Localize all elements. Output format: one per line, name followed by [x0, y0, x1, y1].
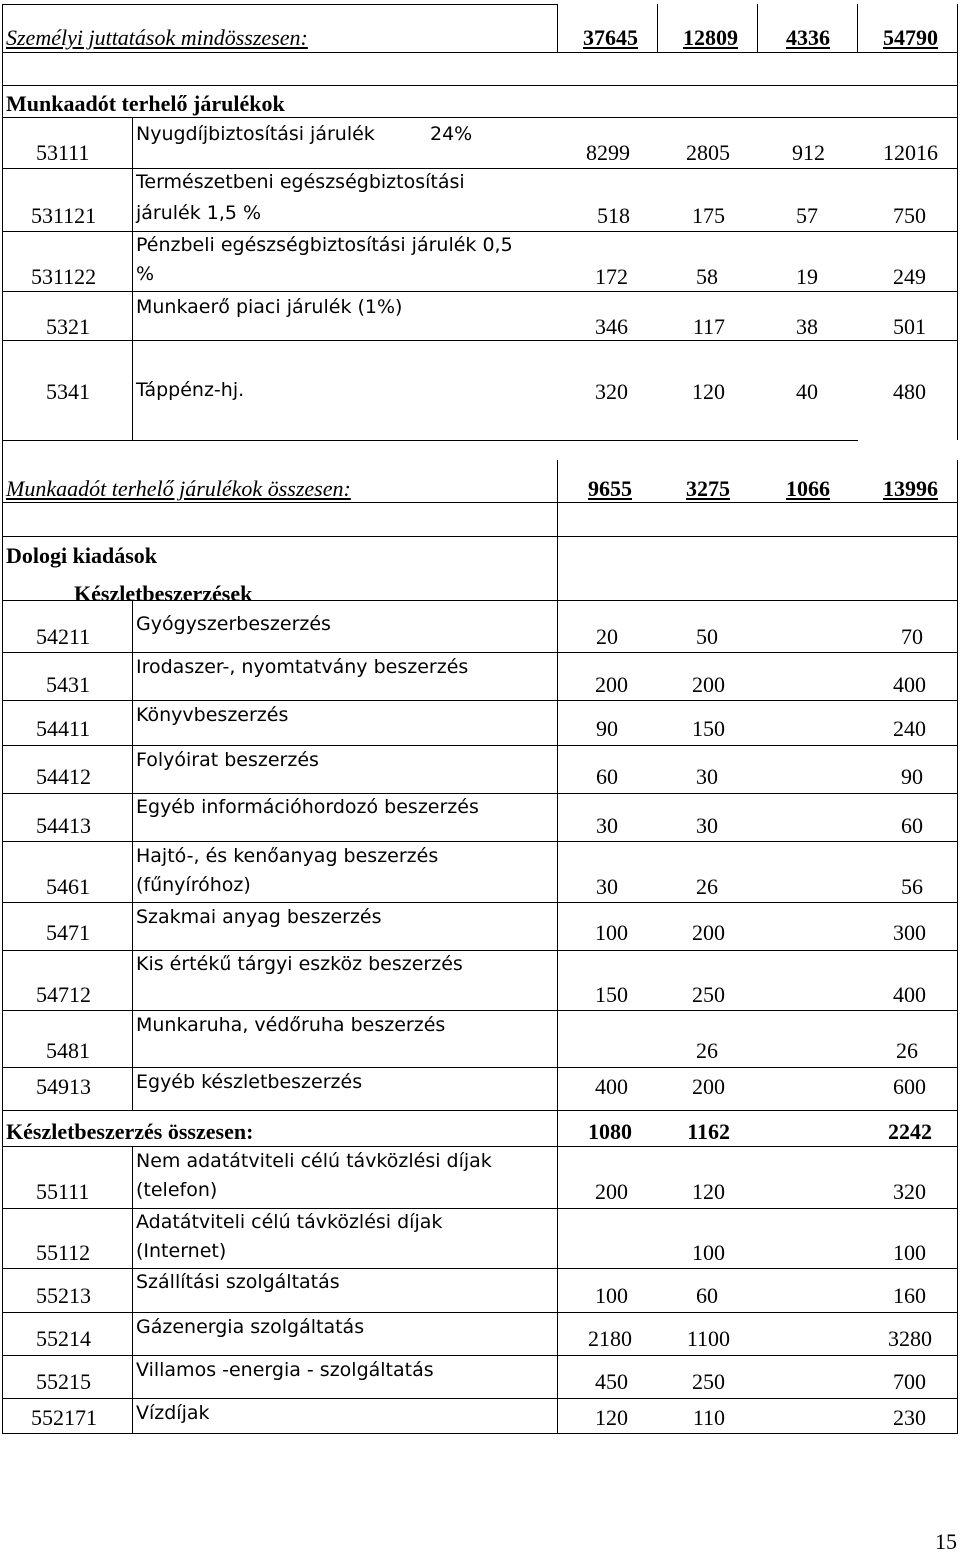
material-total-v4: 2242: [888, 1119, 932, 1144]
description-cell: Természetbeni egészségbiztosítási: [136, 171, 465, 193]
description-cell: Pénzbeli egészségbiztosítási járulék 0,5: [136, 234, 513, 256]
row-line: [2, 117, 958, 118]
col-sep: [757, 4, 758, 52]
value-cell: 90: [596, 716, 618, 741]
value-cell: 110: [692, 1405, 725, 1430]
row-line: [2, 902, 958, 903]
description-cell-line2: (Internet): [136, 1240, 227, 1262]
material-total-v2: 1162: [687, 1119, 730, 1144]
contributions-total-v2: 3275: [686, 476, 730, 501]
row-line: [2, 1433, 958, 1434]
row-line: [2, 1146, 958, 1147]
code-cell: 55214: [36, 1326, 91, 1351]
material-total-label: Készletbeszerzés összesen:: [6, 1119, 254, 1144]
value-cell: 2180: [588, 1326, 632, 1351]
value-cell: 700: [893, 1369, 926, 1394]
value-cell: 400: [893, 982, 926, 1007]
value-cell: 160: [893, 1283, 926, 1308]
contributions-total-v1: 9655: [588, 476, 632, 501]
row-line: [2, 745, 958, 746]
description-cell: Adatátviteli célú távközlési díjak: [136, 1211, 443, 1233]
value-cell: 38: [796, 314, 818, 339]
value-cell: 100: [893, 1240, 926, 1265]
code-cell: 55213: [36, 1283, 91, 1308]
row-line: [2, 793, 958, 794]
description-cell: Gázenergia szolgáltatás: [136, 1316, 365, 1338]
code-cell: 5471: [46, 920, 90, 945]
value-cell: 600: [893, 1074, 926, 1099]
value-cell: 100: [595, 1283, 628, 1308]
row-line: [2, 841, 958, 842]
code-cell: 54413: [36, 813, 91, 838]
row-line: [2, 168, 958, 169]
code-cell: 552171: [31, 1405, 97, 1430]
value-cell: 320: [595, 379, 628, 404]
value-cell: 150: [595, 982, 628, 1007]
value-cell: 60: [901, 813, 923, 838]
value-cell: 100: [595, 920, 628, 945]
code-cell: 55111: [36, 1179, 90, 1204]
value-cell: 400: [595, 1074, 628, 1099]
description-cell: Folyóirat beszerzés: [136, 749, 319, 771]
row-line: [2, 536, 958, 537]
row-line: [2, 502, 958, 503]
value-cell: 250: [692, 982, 725, 1007]
code-cell: 54712: [36, 982, 91, 1007]
value-cell: 60: [696, 1283, 718, 1308]
code-cell: 54411: [36, 716, 91, 741]
code-cell: 531121: [31, 203, 97, 228]
value-cell: 200: [595, 672, 628, 697]
value-cell: 480: [893, 379, 926, 404]
value-cell: 172: [595, 264, 628, 289]
value-cell: 200: [692, 920, 725, 945]
value-cell: 26: [896, 1038, 918, 1063]
value-cell: 100: [692, 1240, 725, 1265]
value-cell: 400: [893, 672, 926, 697]
code-cell: 5431: [46, 672, 90, 697]
row-line: [2, 340, 958, 341]
row-line: [2, 1312, 958, 1313]
personal-total-v3: 4336: [786, 25, 830, 50]
value-cell: 26: [696, 874, 718, 899]
value-cell: 2805: [686, 140, 730, 165]
col-sep: [132, 1146, 133, 1434]
description-cell: Könyvbeszerzés: [136, 704, 289, 726]
value-cell: 8299: [586, 140, 630, 165]
personal-total-v1: 37645: [583, 25, 638, 50]
table-border-right-bottom: [957, 460, 958, 1434]
description-cell-line2: járulék 1,5 %: [136, 202, 262, 224]
code-cell: 54412: [36, 764, 91, 789]
value-cell: 90: [901, 764, 923, 789]
page-number: 15: [935, 1529, 957, 1554]
row-line: [2, 652, 958, 653]
value-cell: 320: [893, 1179, 926, 1204]
material-total-v1: 1080: [588, 1119, 632, 1144]
value-cell: 120: [692, 1179, 725, 1204]
row-line: [2, 440, 858, 441]
row-line: [2, 85, 958, 86]
description-cell: Szakmai anyag beszerzés: [136, 906, 382, 928]
row-line: [2, 950, 958, 951]
value-cell: 26: [696, 1038, 718, 1063]
personal-total-v2: 12809: [683, 25, 738, 50]
value-cell: 200: [692, 1074, 725, 1099]
value-cell: 19: [796, 264, 818, 289]
description-cell: Hajtó-, és kenőanyag beszerzés: [136, 845, 439, 867]
code-cell: 5321: [46, 314, 90, 339]
value-cell: 912: [792, 140, 825, 165]
value-cell: 50: [696, 624, 718, 649]
value-cell: 56: [901, 874, 923, 899]
code-cell: 5341: [46, 379, 90, 404]
description-cell-line2: (telefon): [136, 1179, 218, 1201]
description-rate: 24%: [430, 123, 473, 145]
value-cell: 30: [596, 874, 618, 899]
value-cell: 30: [596, 813, 618, 838]
code-cell: 55112: [36, 1240, 91, 1265]
row-line: [2, 1268, 958, 1269]
code-cell: 531122: [31, 264, 97, 289]
description-cell: Munkaerő piaci járulék (1%): [136, 296, 403, 318]
description-cell: Munkaruha, védőruha beszerzés: [136, 1014, 446, 1036]
value-cell: 20: [596, 624, 618, 649]
row-line: [2, 1208, 958, 1209]
table-border-left: [2, 4, 3, 1434]
value-cell: 1100: [686, 1326, 730, 1351]
description-cell: Egyéb készletbeszerzés: [136, 1071, 363, 1093]
description-cell: Kis értékű tárgyi eszköz beszerzés: [136, 953, 463, 975]
value-cell: 230: [893, 1405, 926, 1430]
value-cell: 3280: [888, 1326, 932, 1351]
description-cell: Villamos -energia - szolgáltatás: [136, 1359, 434, 1381]
description-cell: Szállítási szolgáltatás: [136, 1271, 340, 1293]
description-cell-line2: %: [136, 263, 155, 285]
value-cell: 450: [595, 1369, 628, 1394]
row-line: [2, 1110, 958, 1111]
value-cell: 120: [692, 379, 725, 404]
description-cell: Táppénz-hj.: [136, 379, 245, 401]
value-cell: 60: [596, 764, 618, 789]
value-cell: 70: [901, 624, 923, 649]
section-heading-contributions: Munkaadót terhelő járulékok: [6, 91, 285, 116]
value-cell: 120: [595, 1405, 628, 1430]
row-line: [2, 231, 958, 232]
value-cell: 250: [692, 1369, 725, 1394]
value-cell: 58: [696, 264, 718, 289]
value-cell: 117: [692, 314, 725, 339]
col-sep: [557, 4, 558, 52]
col-sep: [132, 600, 133, 1110]
description-cell: Nem adatátviteli célú távközlési díjak: [136, 1150, 492, 1172]
value-cell: 249: [893, 264, 926, 289]
description-cell: Gyógyszerbeszerzés: [136, 613, 331, 635]
value-cell: 12016: [883, 140, 938, 165]
row-line: [2, 1355, 958, 1356]
description-cell: Vízdíjak: [136, 1402, 210, 1424]
value-cell: 40: [796, 379, 818, 404]
value-cell: 501: [893, 314, 926, 339]
value-cell: 175: [692, 203, 725, 228]
value-cell: 300: [893, 920, 926, 945]
value-cell: 346: [595, 314, 628, 339]
value-cell: 518: [597, 203, 630, 228]
contributions-total-v4: 13996: [883, 476, 938, 501]
value-cell: 57: [796, 203, 818, 228]
row-line: [2, 700, 958, 701]
description-cell: Irodaszer-, nyomtatvány beszerzés: [136, 656, 469, 678]
value-cell: 240: [893, 716, 926, 741]
table-border-right-top: [957, 4, 958, 440]
contributions-total-v3: 1066: [786, 476, 830, 501]
code-cell: 55215: [36, 1369, 91, 1394]
row-line: [2, 291, 958, 292]
code-cell: 54211: [36, 624, 91, 649]
col-sep: [132, 117, 133, 440]
description-cell: Nyugdíjbiztosítási járulék: [136, 123, 375, 145]
value-cell: 30: [696, 764, 718, 789]
value-cell: 750: [893, 203, 926, 228]
row-line: [2, 1398, 958, 1399]
subsection-heading: Készletbeszerzések: [74, 581, 253, 606]
code-cell: 5461: [46, 874, 90, 899]
code-cell: 54913: [36, 1074, 91, 1099]
description-cell: Egyéb információhordozó beszerzés: [136, 796, 479, 818]
value-cell: 200: [595, 1179, 628, 1204]
value-cell: 200: [692, 672, 725, 697]
value-cell: 150: [692, 716, 725, 741]
col-sep: [857, 4, 858, 52]
row-line: [2, 1010, 958, 1011]
personal-total-label: Személyi juttatások mindösszesen:: [6, 25, 308, 50]
col-sep: [557, 460, 558, 1434]
code-cell: 53111: [36, 140, 90, 165]
row-line: [2, 52, 958, 53]
contributions-total-label: Munkaadót terhelő járulékok összesen:: [6, 476, 351, 501]
personal-total-v4: 54790: [883, 25, 938, 50]
code-cell: 5481: [46, 1038, 90, 1063]
row-line: [2, 1067, 958, 1068]
section-heading-material: Dologi kiadások: [6, 543, 157, 568]
row-line: [2, 4, 558, 5]
value-cell: 30: [696, 813, 718, 838]
description-cell-line2: (fűnyíróhoz): [136, 874, 251, 896]
col-sep: [657, 4, 658, 52]
